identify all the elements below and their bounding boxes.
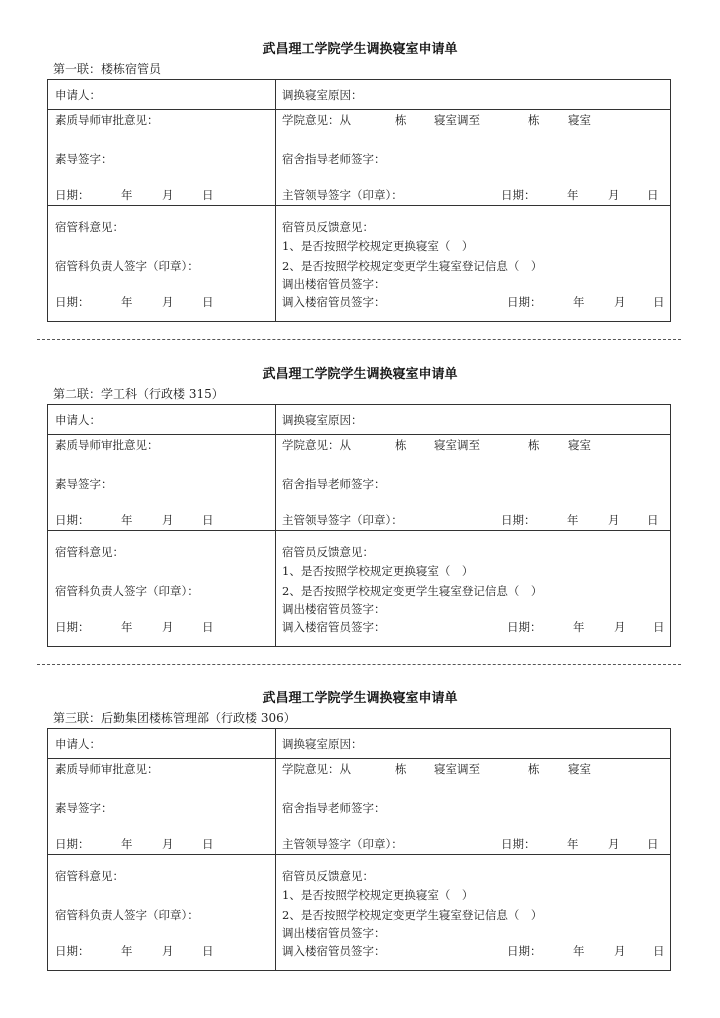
application-table xyxy=(47,728,671,971)
month-label: 月 xyxy=(608,837,620,851)
question-2[interactable]: 2、是否按照学校规定变更学生寝室登记信息（ ） xyxy=(282,259,543,273)
application-table xyxy=(47,404,671,647)
question-1[interactable]: 1、是否按照学校规定更换寝室（ ） xyxy=(282,888,474,902)
row-divider xyxy=(48,758,670,759)
applicant-field[interactable]: 申请人： xyxy=(55,413,101,427)
copy-label: 第一联：楼栋宿管员 xyxy=(53,62,162,76)
feedback-label: 宿管员反馈意见： xyxy=(282,545,374,559)
month-label: 月 xyxy=(608,513,620,527)
college-opinion-field[interactable]: 学院意见：从 xyxy=(282,438,351,452)
dorm-teacher-sign-field[interactable]: 宿舍指导老师签字： xyxy=(282,152,386,166)
row-divider xyxy=(48,205,670,206)
day-label: 日 xyxy=(202,295,214,309)
advisor-sign-field[interactable]: 素导签字： xyxy=(55,801,113,815)
month-label: 月 xyxy=(614,620,626,634)
date-label: 日期： xyxy=(507,944,542,958)
dorm-dept-opinion-field[interactable]: 宿管科意见： xyxy=(55,869,124,883)
reason-field[interactable]: 调换寝室原因： xyxy=(282,88,363,102)
date-label: 日期： xyxy=(507,620,542,634)
year-label: 年 xyxy=(567,188,579,202)
leader-sign-field[interactable]: 主管领导签字（印章）： xyxy=(282,837,403,851)
advisor-opinion-field[interactable]: 素质导师审批意见： xyxy=(55,113,159,127)
building-label: 栋 xyxy=(528,113,540,127)
feedback-label: 宿管员反馈意见： xyxy=(282,869,374,883)
day-label: 日 xyxy=(202,513,214,527)
month-label: 月 xyxy=(162,620,174,634)
advisor-sign-field[interactable]: 素导签字： xyxy=(55,477,113,491)
question-2[interactable]: 2、是否按照学校规定变更学生寝室登记信息（ ） xyxy=(282,584,543,598)
college-opinion-field[interactable]: 学院意见：从 xyxy=(282,113,351,127)
advisor-opinion-field[interactable]: 素质导师审批意见： xyxy=(55,438,159,452)
year-label: 年 xyxy=(121,188,133,202)
dorm-dept-opinion-field[interactable]: 宿管科意见： xyxy=(55,545,124,559)
day-label: 日 xyxy=(653,620,665,634)
month-label: 月 xyxy=(162,513,174,527)
form-title: 武昌理工学院学生调换寝室申请单 xyxy=(262,691,458,706)
dorm-dept-opinion-field[interactable]: 宿管科意见： xyxy=(55,220,124,234)
room-to-label: 寝室调至 xyxy=(434,762,480,776)
copy-label: 第二联：学工科（行政楼 315） xyxy=(53,387,224,401)
dorm-dept-head-sign-field[interactable]: 宿管科负责人签字（印章）： xyxy=(55,584,199,598)
room-to-label: 寝室调至 xyxy=(434,113,480,127)
feedback-label: 宿管员反馈意见： xyxy=(282,220,374,234)
leader-sign-field[interactable]: 主管领导签字（印章）： xyxy=(282,188,403,202)
year-label: 年 xyxy=(567,837,579,851)
room-to-label: 寝室调至 xyxy=(434,438,480,452)
advisor-opinion-field[interactable]: 素质导师审批意见： xyxy=(55,762,159,776)
in-sign-field[interactable]: 调入楼宿管员签字： xyxy=(282,620,386,634)
applicant-field[interactable]: 申请人： xyxy=(55,737,101,751)
year-label: 年 xyxy=(121,944,133,958)
month-label: 月 xyxy=(162,295,174,309)
row-divider xyxy=(48,434,670,435)
date-label: 日期： xyxy=(55,188,90,202)
out-sign-field[interactable]: 调出楼宿管员签字： xyxy=(282,602,386,616)
day-label: 日 xyxy=(202,837,214,851)
year-label: 年 xyxy=(573,944,585,958)
date-label: 日期： xyxy=(55,944,90,958)
column-divider xyxy=(275,80,276,321)
building-label: 栋 xyxy=(395,113,407,127)
month-label: 月 xyxy=(162,837,174,851)
day-label: 日 xyxy=(647,188,659,202)
row-divider xyxy=(48,530,670,531)
day-label: 日 xyxy=(653,944,665,958)
day-label: 日 xyxy=(202,944,214,958)
month-label: 月 xyxy=(608,188,620,202)
leader-sign-field[interactable]: 主管领导签字（印章）： xyxy=(282,513,403,527)
year-label: 年 xyxy=(121,837,133,851)
date-label: 日期： xyxy=(55,837,90,851)
cut-line xyxy=(37,339,681,340)
day-label: 日 xyxy=(647,513,659,527)
applicant-field[interactable]: 申请人： xyxy=(55,88,101,102)
day-label: 日 xyxy=(647,837,659,851)
question-1[interactable]: 1、是否按照学校规定更换寝室（ ） xyxy=(282,564,474,578)
day-label: 日 xyxy=(653,295,665,309)
room-label: 寝室 xyxy=(568,113,591,127)
year-label: 年 xyxy=(573,295,585,309)
application-table xyxy=(47,79,671,322)
date-label: 日期： xyxy=(501,837,536,851)
dorm-dept-head-sign-field[interactable]: 宿管科负责人签字（印章）： xyxy=(55,908,199,922)
building-label: 栋 xyxy=(395,762,407,776)
month-label: 月 xyxy=(162,944,174,958)
row-divider xyxy=(48,109,670,110)
column-divider xyxy=(275,405,276,646)
date-label: 日期： xyxy=(507,295,542,309)
copy-label: 第三联：后勤集团楼栋管理部（行政楼 306） xyxy=(53,711,296,725)
out-sign-field[interactable]: 调出楼宿管员签字： xyxy=(282,926,386,940)
room-label: 寝室 xyxy=(568,438,591,452)
day-label: 日 xyxy=(202,188,214,202)
building-label: 栋 xyxy=(395,438,407,452)
building-label: 栋 xyxy=(528,438,540,452)
college-opinion-field[interactable]: 学院意见：从 xyxy=(282,762,351,776)
cut-line xyxy=(37,664,681,665)
reason-field[interactable]: 调换寝室原因： xyxy=(282,413,363,427)
date-label: 日期： xyxy=(501,188,536,202)
dorm-teacher-sign-field[interactable]: 宿舍指导老师签字： xyxy=(282,477,386,491)
dorm-dept-head-sign-field[interactable]: 宿管科负责人签字（印章）： xyxy=(55,259,199,273)
row-divider xyxy=(48,854,670,855)
month-label: 月 xyxy=(614,295,626,309)
date-label: 日期： xyxy=(501,513,536,527)
column-divider xyxy=(275,729,276,970)
month-label: 月 xyxy=(614,944,626,958)
out-sign-field[interactable]: 调出楼宿管员签字： xyxy=(282,277,386,291)
day-label: 日 xyxy=(202,620,214,634)
form-title: 武昌理工学院学生调换寝室申请单 xyxy=(262,367,458,382)
date-label: 日期： xyxy=(55,513,90,527)
form-title: 武昌理工学院学生调换寝室申请单 xyxy=(262,42,458,57)
year-label: 年 xyxy=(567,513,579,527)
year-label: 年 xyxy=(573,620,585,634)
in-sign-field[interactable]: 调入楼宿管员签字： xyxy=(282,944,386,958)
reason-field[interactable]: 调换寝室原因： xyxy=(282,737,363,751)
year-label: 年 xyxy=(121,620,133,634)
room-label: 寝室 xyxy=(568,762,591,776)
year-label: 年 xyxy=(121,295,133,309)
advisor-sign-field[interactable]: 素导签字： xyxy=(55,152,113,166)
dorm-teacher-sign-field[interactable]: 宿舍指导老师签字： xyxy=(282,801,386,815)
in-sign-field[interactable]: 调入楼宿管员签字： xyxy=(282,295,386,309)
date-label: 日期： xyxy=(55,295,90,309)
question-2[interactable]: 2、是否按照学校规定变更学生寝室登记信息（ ） xyxy=(282,908,543,922)
question-1[interactable]: 1、是否按照学校规定更换寝室（ ） xyxy=(282,239,474,253)
year-label: 年 xyxy=(121,513,133,527)
month-label: 月 xyxy=(162,188,174,202)
date-label: 日期： xyxy=(55,620,90,634)
building-label: 栋 xyxy=(528,762,540,776)
